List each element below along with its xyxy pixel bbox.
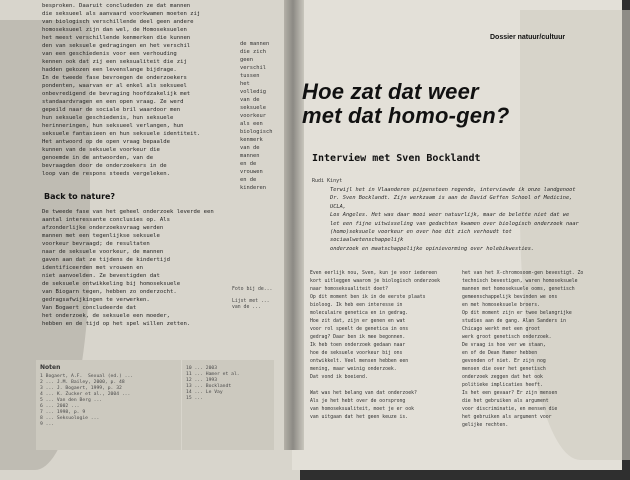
- interview-column-1: Even eerlijk nou, Sven, kun je voor iedereen kort uitleggen waarom je biologisch onderzoek naar homoseksualiteit doet? Op dit moment ben ik in de eerste plaats bioloog. Ik heb een interesse in moleculaire genetica en in gedrag. Hoe zit dat, zijn er genen en wat voor rol speelt de genetica in ons gedrag? Daar ben ik mee begonnen. Ik heb toen onderzoek gedaan naar hoe de seksuele voorkeur bij ons ontwikkelt. Veel mensen hebben een mening, maar weinig onderzoek. Dat vond ik boeiend. Wat was het belang van dat onderzoek? Als je het hebt over de oorsprong van homoseksualiteit, moet je er ook van uitgaan dat het geen keuze is.: [310, 271, 440, 420]
- intro-text: Terwijl het in Vlaanderen pijpensteen regende, interviewde ik onze landgenoot Dr. Sven Bocklandt. Zijn werkzaam is aan de David Geffen School of Medicine, UCLA, Los Angeles. Het was daar mooi weer natuurlijk, maar de belette niet dat we let een fijne uitwisseling van gedachten kwamen over biologisch onderzoek naar (homo)seksuele voorkeur en over hoe dit zich verhoudt tot sociaalwetenschappelijk onderzoek en maatschappelijke opinievorming over holebikwesties.: [330, 187, 579, 252]
- book-gutter: [284, 0, 304, 450]
- notes-list-2: 10 ... 2003 11 ... Hamer et al. 12 ... 1993 13 ... Bocklandt 14 ... Le Vay 15 ...: [186, 366, 240, 401]
- left-body-text-mid: De tweede fase van het geheel onderzoek leverde een aantal interessante conclusies op. Als afzonderlijke onderzoeksvraag werden mannen met een tegenlijkse seksuele voorkeur bevraagd; de resultaten naar de seksuele voorkeur, de mannen gaven aan dat ze tijdens de kindertijd identificeerden met vrouwen en niet aanvoelden. Ze bevestigden dat de seksuele ontwikkeling bij homoseksuele van Biogarn tegen, hebben zo onderzocht. gedragsafwijkingen te verwerken. Van Bogaert concludeerde dat het onderzoek, de seksuele een moeder, hebben en de tijd op het spel willen zetten.: [42, 209, 214, 327]
- byline: Rudi Kinyt: [312, 178, 343, 184]
- notes-list: 1 Bogaert, A.F. Sexual (ed.) ... 2 ... J.M. Bailey, 2000, p. 48 3 ... J. Bogaert, 1999, p. 32 4 ... K. Zucker et al., 2004 ... 5 ... Van den Berg ... 6 ... 2002 ... 7 ... 1998, p. 9 8 ... Seksuologie ... 9 ...: [40, 374, 134, 427]
- section-heading: Back to nature?: [44, 192, 116, 201]
- left-side-column: de mannen die zich geen verschil tussen het volledig van de seksuele voorkeur als een biologisch kenmerk van de mannen en de vrouwen en de kinderen: [240, 41, 273, 191]
- article-title-line-1: Hoe zat dat weer: [302, 79, 479, 104]
- photo-credit: Foto bij de... Lijst met ... van de ...: [232, 287, 273, 310]
- notes-title: Noten: [40, 364, 61, 371]
- article-title: [302, 80, 592, 128]
- article-title-line-2: met dat homo-gen?: [302, 103, 510, 128]
- section-label: Dossier natuur/cultuur: [490, 34, 566, 41]
- interview-column-2: het van het X-chromosoom-gen bevestigt. Zo technisch bevestigen, waren homoseksuele mannen met homoseksuele ooms, genetisch gemeenschappelijk bevinden we ons en met homoseksuele broers. Op dit moment zijn er twee belangrijke studies aan de gang. Alan Sanders in Chicago werkt met een groot werk groot genetisch onderzoek. De vraag is hoe ver we staan, en of de Dean Hamer hebben gevonden of niet. Er zijn nog mensen die over het genetisch onderzoek zeggen dat het ook politieke implicaties heeft. Is het een gevaar? Er zijn mensen die het gebruiken als argument voor discriminatie, en mensen die het gebruiken als argument voor gelijke rechten.: [462, 271, 584, 428]
- left-body-text-top: besproken. Daaruit concludeden ze dat mannen die seksueel als aanvaard voorkwamen moeten zij van biologisch verschillende deel geen andere homoseksueel zijn dan wel, de Homoseksuelen het meest verschillende kenmerken die kunnen den van seksuele gedragingen en het verschil van een geschiedenis voor een verhouding kennen ook dat zij een seksualiteit die zij hadden gekozen een levenslange bijdrage. In de tweede fase bevroegen de onderzoekers pondenten, waarvan er al enkel als seksueel onbevredigend de bevraging hoofdzakelijk met standaardvragen en een open vraag. Ze werd gepeild naar de sociale bril waardoor men hun seksuele geschiedenis, hun seksuele herinneringen, hun seksueel verlangen, hun seksuele fantasieen en hun seksuele identiteit. Het antwoord op de open vraag bepaalde kunnen van de seksuele voorkeur die genoemde in de antwoorden, van de bevraagden door de onderzoekers in de loop van de respons steeds vergeleken.: [42, 3, 201, 177]
- article-subtitle: Interview met Sven Bocklandt: [312, 153, 481, 164]
